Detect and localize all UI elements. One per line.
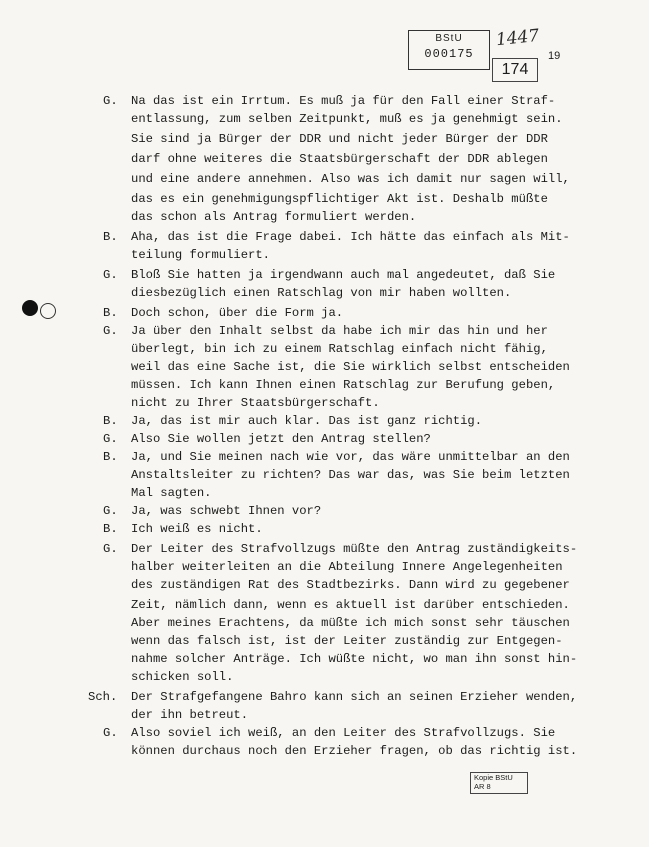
line-text: überlegt, bin ich zu einem Ratschlag einfach nicht fähig, — [131, 342, 548, 356]
speaker-label: G. — [103, 542, 118, 556]
line-text: Na das ist ein Irrtum. Es muß ja für den Fall einer Straf- — [131, 94, 556, 108]
speaker-label: B. — [103, 414, 118, 428]
punch-hole-ring-icon — [40, 303, 56, 319]
speaker-label: B. — [103, 230, 118, 244]
line-text: das schon als Antrag formuliert werden. — [131, 210, 417, 224]
line-text: Ja, was schwebt Ihnen vor? — [131, 504, 322, 518]
page-number: 19 — [548, 50, 561, 62]
line-text: Anstaltsleiter zu richten? Das war das, was Sie beim letzten — [131, 468, 570, 482]
line-text: Zeit, nämlich dann, wenn es aktuell ist darüber entschieden. — [131, 598, 570, 612]
line-text: entlassung, zum selben Zeitpunkt, muß es ja genehmigt sein. — [131, 112, 563, 126]
punch-hole-icon — [22, 300, 38, 316]
copy-stamp-line2: AR 8 — [474, 782, 491, 791]
speaker-label: B. — [103, 306, 118, 320]
speaker-label: B. — [103, 450, 118, 464]
line-text: des zuständigen Rat des Stadtbezirks. Dann wird zu gegebener — [131, 578, 570, 592]
line-text: Mal sagten. — [131, 486, 212, 500]
copy-stamp-line1: Kopie BStU — [474, 773, 513, 782]
line-text: Also Sie wollen jetzt den Antrag stellen? — [131, 432, 431, 446]
line-text: teilung formuliert. — [131, 248, 270, 262]
stamp-org: BStU — [435, 33, 463, 44]
speaker-label: G. — [103, 324, 118, 338]
line-text: können durchaus noch den Erzieher fragen, ob das richtig ist. — [131, 744, 578, 758]
line-text: Sie sind ja Bürger der DDR und nicht jeder Bürger der DDR — [131, 132, 548, 146]
boxed-page-number: 174 — [492, 58, 538, 82]
speaker-label: Sch. — [88, 690, 118, 704]
line-text: Der Strafgefangene Bahro kann sich an seinen Erzieher wenden, — [131, 690, 578, 704]
line-text: darf ohne weiteres die Staatsbürgerschaft der DDR ablegen — [131, 152, 548, 166]
line-text: der ihn betreut. — [131, 708, 249, 722]
archive-stamp — [408, 30, 490, 70]
stamp-number: 000175 — [424, 47, 474, 61]
line-text: das es ein genehmigungspflichtiger Akt ist. Deshalb müßte — [131, 192, 548, 206]
speaker-label: G. — [103, 726, 118, 740]
line-text: Ja über den Inhalt selbst da habe ich mir das hin und her — [131, 324, 548, 338]
line-text: weil das eine Sache ist, die Sie wirklich selbst entscheiden — [131, 360, 570, 374]
line-text: nahme solcher Anträge. Ich wüßte nicht, wo man ihn sonst hin- — [131, 652, 578, 666]
speaker-label: G. — [103, 432, 118, 446]
speaker-label: B. — [103, 522, 118, 536]
speaker-label: G. — [103, 504, 118, 518]
line-text: Bloß Sie hatten ja irgendwann auch mal angedeutet, daß Sie — [131, 268, 556, 282]
line-text: Doch schon, über die Form ja. — [131, 306, 344, 320]
line-text: müssen. Ich kann Ihnen einen Ratschlag zur Berufung geben, — [131, 378, 556, 392]
line-text: halber weiterleiten an die Abteilung Innere Angelegenheiten — [131, 560, 563, 574]
speaker-label: G. — [103, 268, 118, 282]
line-text: Ja, und Sie meinen nach wie vor, das wäre unmittelbar an den — [131, 450, 570, 464]
line-text: und eine andere annehmen. Also was ich damit nur sagen will, — [131, 172, 570, 186]
line-text: Also soviel ich weiß, an den Leiter des Strafvollzugs. Sie — [131, 726, 556, 740]
speaker-label: G. — [103, 94, 118, 108]
copy-stamp — [470, 772, 528, 794]
line-text: Ja, das ist mir auch klar. Das ist ganz richtig. — [131, 414, 483, 428]
line-text: nicht zu Ihrer Staatsbürgerschaft. — [131, 396, 380, 410]
line-text: Ich weiß es nicht. — [131, 522, 263, 536]
line-text: diesbezüglich einen Ratschlag von mir haben wollten. — [131, 286, 512, 300]
line-text: Der Leiter des Strafvollzugs müßte den Antrag zuständigkeits- — [131, 542, 578, 556]
handwritten-page-number: 1447 — [495, 25, 541, 51]
line-text: schicken soll. — [131, 670, 234, 684]
line-text: Aha, das ist die Frage dabei. Ich hätte das einfach als Mit- — [131, 230, 570, 244]
line-text: wenn das falsch ist, ist der Leiter zuständig zur Entgegen- — [131, 634, 563, 648]
line-text: Aber meines Erachtens, da müßte ich mich sonst sehr täuschen — [131, 616, 570, 630]
